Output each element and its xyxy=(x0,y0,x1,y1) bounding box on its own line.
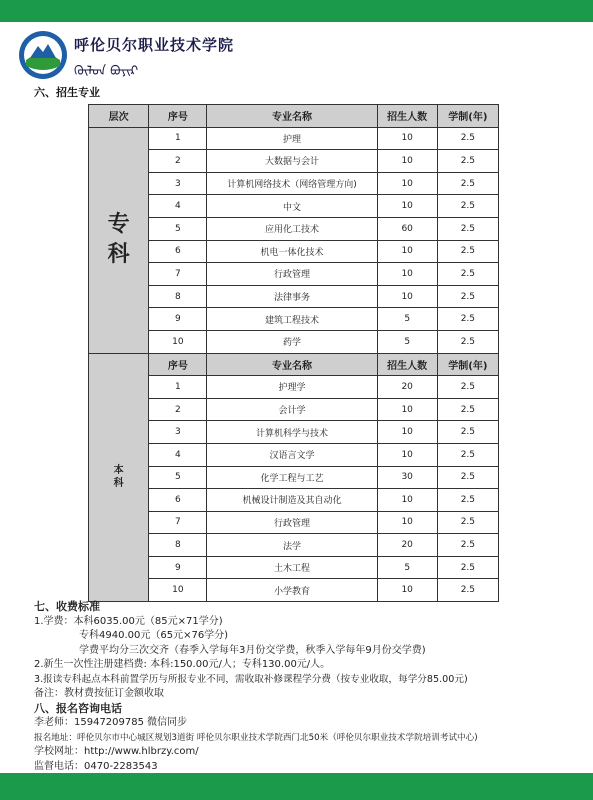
contact-line-1: 李老师：15947209785 微信同步 xyxy=(34,717,188,728)
row-major: 建筑工程技术 xyxy=(207,308,377,331)
row-enrollment: 10 xyxy=(377,579,437,602)
fee-line-3: 学费平均分三次交齐（春季入学每年3月份交学费，秋季入学每年9月份交学费) xyxy=(79,644,426,656)
table-row xyxy=(89,534,499,557)
row-duration: 2.5 xyxy=(437,195,498,218)
table-header-row xyxy=(89,105,499,128)
row-duration: 2.5 xyxy=(437,556,498,579)
fee-line-2: 专科4940.00元（65元×76学分) xyxy=(79,630,229,641)
row-no: 1 xyxy=(149,127,207,150)
row-no: 7 xyxy=(149,511,207,534)
row-enrollment: 10 xyxy=(377,511,437,534)
row-enrollment: 30 xyxy=(377,466,437,489)
row-enrollment: 5 xyxy=(377,308,437,331)
row-no: 6 xyxy=(149,240,207,263)
table-row xyxy=(89,466,499,489)
table-row xyxy=(89,308,499,331)
row-major: 机械设计制造及其自动化 xyxy=(207,489,377,512)
row-no: 2 xyxy=(149,398,207,421)
row-no: 5 xyxy=(149,217,207,240)
level-benke: 本 科 xyxy=(89,353,149,602)
table-row xyxy=(89,489,499,512)
row-major: 法学 xyxy=(207,534,377,557)
table-row xyxy=(89,285,499,308)
table-row xyxy=(89,217,499,240)
row-duration: 2.5 xyxy=(437,330,498,353)
row-enrollment: 10 xyxy=(377,150,437,173)
row-duration: 2.5 xyxy=(437,489,498,512)
row-major: 行政管理 xyxy=(207,511,377,534)
benke-subheader-row xyxy=(89,353,499,376)
bottom-green-bar xyxy=(0,773,593,800)
row-enrollment: 20 xyxy=(377,376,437,399)
fees-section xyxy=(34,600,478,774)
row-enrollment: 10 xyxy=(377,489,437,512)
row-major: 化学工程与工艺 xyxy=(207,466,377,489)
table-row xyxy=(89,240,499,263)
row-enrollment: 10 xyxy=(377,172,437,195)
level-zhuanke: 专 科 xyxy=(89,127,149,353)
row-duration: 2.5 xyxy=(437,511,498,534)
subheader-duration: 学制(年) xyxy=(437,353,498,376)
row-major: 机电一体化技术 xyxy=(207,240,377,263)
row-major: 大数据与会计 xyxy=(207,150,377,173)
enrollment-table xyxy=(88,104,499,602)
table-row xyxy=(89,330,499,353)
row-duration: 2.5 xyxy=(437,579,498,602)
row-duration: 2.5 xyxy=(437,217,498,240)
section-7-title: 七、收费标准 xyxy=(34,600,100,613)
row-major: 行政管理 xyxy=(207,263,377,286)
row-no: 10 xyxy=(149,579,207,602)
row-enrollment: 10 xyxy=(377,443,437,466)
row-duration: 2.5 xyxy=(437,263,498,286)
row-duration: 2.5 xyxy=(437,172,498,195)
header-major: 专业名称 xyxy=(207,105,377,128)
row-no: 4 xyxy=(149,443,207,466)
contact-line-2: 报名地址：呼伦贝尔市中心城区规划3道街 呼伦贝尔职业技术学院西门北50米（呼伦贝尔职业技术学院培训考试中心) xyxy=(34,732,478,743)
row-enrollment: 10 xyxy=(377,263,437,286)
table-row xyxy=(89,172,499,195)
table-row xyxy=(89,556,499,579)
table-row xyxy=(89,511,499,534)
row-duration: 2.5 xyxy=(437,150,498,173)
school-name-cn: 呼伦贝尔职业技术学院 xyxy=(74,36,235,54)
header-no: 序号 xyxy=(149,105,207,128)
table-row xyxy=(89,579,499,602)
row-enrollment: 10 xyxy=(377,285,437,308)
fee-line-4: 2.新生一次性注册建档费: 本科:150.00元/人；专科130.00元/人。 xyxy=(34,659,331,670)
top-green-bar xyxy=(0,0,593,22)
row-no: 8 xyxy=(149,534,207,557)
row-major: 应用化工技术 xyxy=(207,217,377,240)
row-duration: 2.5 xyxy=(437,534,498,557)
section-8-title: 八、报名咨询电话 xyxy=(34,701,122,715)
table-row xyxy=(89,263,499,286)
table-row xyxy=(89,398,499,421)
row-no: 1 xyxy=(149,376,207,399)
subheader-no: 序号 xyxy=(149,353,207,376)
row-no: 5 xyxy=(149,466,207,489)
school-logo-icon xyxy=(18,30,68,80)
row-duration: 2.5 xyxy=(437,421,498,444)
row-enrollment: 10 xyxy=(377,421,437,444)
row-enrollment: 20 xyxy=(377,534,437,557)
row-duration: 2.5 xyxy=(437,308,498,331)
fee-line-1: 1.学费：本科6035.00元（85元×71学分) xyxy=(34,615,223,627)
row-no: 9 xyxy=(149,308,207,331)
row-major: 法律事务 xyxy=(207,285,377,308)
row-no: 4 xyxy=(149,195,207,218)
row-duration: 2.5 xyxy=(437,398,498,421)
row-no: 2 xyxy=(149,150,207,173)
subheader-major: 专业名称 xyxy=(207,353,377,376)
row-enrollment: 10 xyxy=(377,398,437,421)
row-no: 7 xyxy=(149,263,207,286)
row-major: 计算机网络技术（网络管理方向) xyxy=(207,172,377,195)
row-enrollment: 5 xyxy=(377,330,437,353)
row-major: 会计学 xyxy=(207,398,377,421)
row-enrollment: 10 xyxy=(377,127,437,150)
table-row xyxy=(89,195,499,218)
row-no: 6 xyxy=(149,489,207,512)
row-duration: 2.5 xyxy=(437,466,498,489)
table-row xyxy=(89,127,499,150)
table-row xyxy=(89,421,499,444)
contact-line-3[interactable]: 学校网址：http://www.hlbrzy.com/ xyxy=(34,746,199,757)
fee-line-5: 3.报读专科起点本科前置学历与所报专业不同，需收取补修课程学分费（按专业收取，每学分85.00元) xyxy=(34,673,468,685)
row-duration: 2.5 xyxy=(437,376,498,399)
row-major: 计算机科学与技术 xyxy=(207,421,377,444)
row-no: 9 xyxy=(149,556,207,579)
row-major: 汉语言文学 xyxy=(207,443,377,466)
header-duration: 学制(年) xyxy=(437,105,498,128)
row-major: 护理学 xyxy=(207,376,377,399)
row-major: 土木工程 xyxy=(207,556,377,579)
subheader-enrollment: 招生人数 xyxy=(377,353,437,376)
header-level: 层次 xyxy=(89,105,149,128)
row-enrollment: 10 xyxy=(377,240,437,263)
row-major: 小学教育 xyxy=(207,579,377,602)
fee-line-6: 备注：教材费按征订金额收取 xyxy=(34,688,164,699)
row-no: 10 xyxy=(149,330,207,353)
row-no: 8 xyxy=(149,285,207,308)
row-enrollment: 60 xyxy=(377,217,437,240)
table-row xyxy=(89,150,499,173)
row-enrollment: 10 xyxy=(377,195,437,218)
row-major: 中文 xyxy=(207,195,377,218)
table-row xyxy=(89,376,499,399)
row-duration: 2.5 xyxy=(437,285,498,308)
school-name-mongolian: ᠬᠥᠯᠥᠨ ᠪᠤᠶᠢᠷ xyxy=(74,64,139,79)
row-major: 药学 xyxy=(207,330,377,353)
row-no: 3 xyxy=(149,172,207,195)
row-duration: 2.5 xyxy=(437,127,498,150)
row-duration: 2.5 xyxy=(437,240,498,263)
row-enrollment: 5 xyxy=(377,556,437,579)
contact-line-4: 监督电话：0470-2283543 xyxy=(34,760,158,772)
section-6-title: 六、招生专业 xyxy=(34,86,100,99)
table-row xyxy=(89,443,499,466)
row-no: 3 xyxy=(149,421,207,444)
row-major: 护理 xyxy=(207,127,377,150)
row-duration: 2.5 xyxy=(437,443,498,466)
header-enrollment: 招生人数 xyxy=(377,105,437,128)
